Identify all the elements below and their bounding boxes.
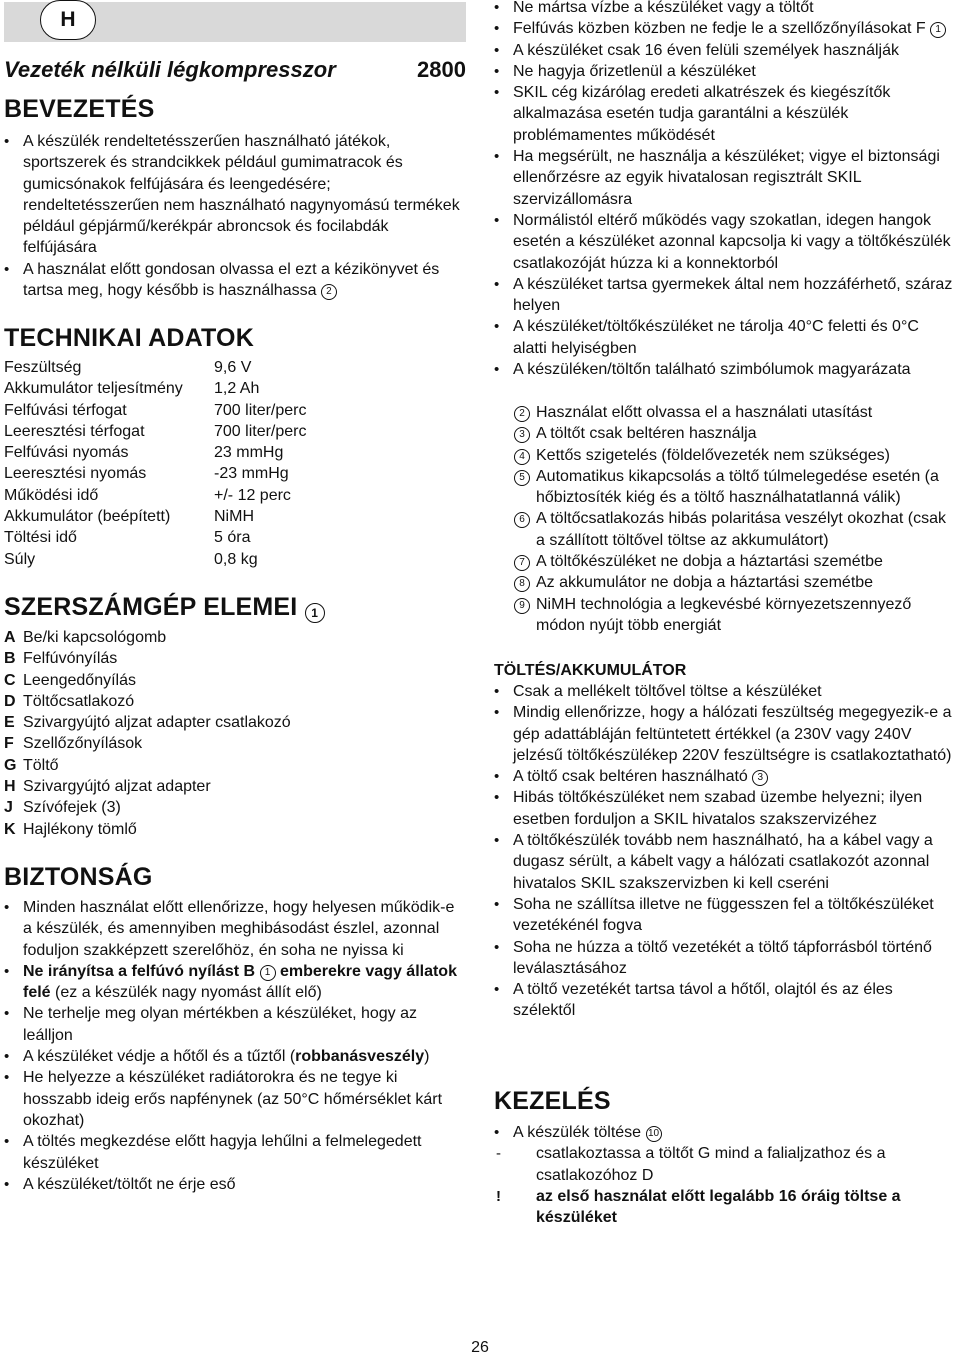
spec-row	[4, 527, 307, 548]
list-item: • Soha ne húzza a töltő vezetékét a töltő tápforrásból történő leválasztásához	[494, 937, 956, 980]
figure-ref: 4	[514, 449, 530, 465]
symbol-text: Használat előtt olvassa el a használati utasítást	[536, 404, 873, 421]
list-item: • A készülék rendeltetésszerűen használható játékok, sportszerek és strandcikkek például gumimatracok és gumicsónakok felfújására és leengedésére; rendeltetésszerűen nem használható nagynyomású termékek például gépjármű/kerékpár abroncsok és focilabdák felfújására	[4, 131, 466, 259]
part-item	[4, 733, 291, 754]
spec-value: 700 liter/perc	[214, 401, 307, 419]
symbol-item	[494, 572, 956, 593]
intro-heading: BEVEZETÉS	[4, 95, 155, 123]
symbol-list	[494, 402, 956, 636]
symbol-item	[494, 445, 956, 466]
figure-ref: 2	[514, 406, 530, 422]
part-label: Szívófejek (3)	[23, 799, 121, 817]
parts-heading: SZERSZÁMGÉP ELEMEI 1	[4, 592, 325, 623]
figure-ref: 8	[514, 576, 530, 592]
symbol-text: NiMH technológia a legkevésbé környezetszennyező módon nyújt több energiát	[536, 595, 912, 634]
figure-ref: 7	[514, 555, 530, 571]
charging-list	[494, 681, 956, 1022]
symbol-text: Automatikus kikapcsolás a töltő túlmelegedése esetén (a hőbiztosíték kiég és a töltő használhatatlanná válik)	[536, 467, 939, 507]
symbol-text: A töltőcsatlakozás hibás polaritása veszélyt okozhat (csak a szállított töltővel töltse az akkumulátort)	[536, 510, 946, 549]
document-title	[4, 56, 466, 84]
list-subitem: - csatlakoztassa a töltőt G mind a falialjzathoz és a csatlakozóhoz D	[494, 1143, 956, 1186]
part-label: Be/ki kapcsológomb	[23, 629, 167, 646]
figure-ref: 9	[514, 598, 530, 614]
list-item: • Felfúvás közben közben ne fedje le a szellőzőnyílásokat F 1	[494, 18, 956, 39]
part-item	[4, 819, 291, 840]
safety-list-continued	[494, 0, 956, 380]
figure-ref: 5	[514, 470, 530, 486]
part-item	[4, 691, 291, 712]
spec-label: Töltési idő	[4, 529, 77, 547]
list-item: • Ne hagyja őrizetlenül a készüléket	[494, 61, 956, 82]
spec-value: 1,2 Ah	[214, 380, 260, 398]
list-item: • Minden használat előtt ellenőrizze, hogy helyesen működik-e a készülék, és amennyiben meghibásodást észlel, azonnal foduljon szakképzett szerelőhöz, én soha ne nyissa ki	[4, 897, 466, 961]
list-item: • Soha ne szállítsa illetve ne függesszen fel a töltőkészüléket vezetékénél fogva	[494, 894, 956, 937]
part-label: Hajlékony tömlő	[23, 820, 137, 838]
list-item: • A készüléket/töltőkészüléket ne tárolja 40°C feletti és 0°C alatti helyiségben	[494, 316, 956, 359]
part-label: Töltő	[23, 756, 59, 774]
spec-label: Súly	[4, 550, 36, 568]
symbol-item	[494, 508, 956, 551]
product-title: Vezeték nélküli légkompresszor	[4, 57, 336, 82]
spec-label: Leeresztési nyomás	[4, 465, 147, 483]
part-key: E	[4, 714, 15, 732]
part-key: A	[4, 629, 16, 646]
symbol-text: A töltőkészüléket ne dobja a háztartási szemétbe	[536, 553, 883, 571]
list-item: • A töltőkészülék tovább nem használható, ha a kábel vagy a dugasz sérült, a kábelt vagy a hálózati csatlakozót azonnal hivatalos SKIL szakszervizben ki kell cseréni	[494, 830, 956, 894]
figure-ref: 3	[514, 427, 530, 443]
spec-row	[4, 442, 307, 463]
spec-value: -23 mmHg	[214, 465, 289, 483]
usage-list	[494, 1122, 956, 1228]
spec-value: +/- 12 perc	[214, 486, 291, 504]
part-item	[4, 712, 291, 733]
list-item: • Mindig ellenőrizze, hogy a hálózati feszültség megegyezik-e a gép adattábláján feltüntetett értékkel (a 230V vagy 240V jelzésű töltőkészülékep 220V feszültségre is csatlakoztatható)	[494, 702, 956, 766]
part-item	[4, 797, 291, 818]
specs-heading: TECHNIKAI ADATOK	[4, 324, 254, 352]
list-item: • A készüléket/töltőt ne érje eső	[4, 1174, 466, 1195]
symbol-item	[494, 423, 956, 444]
spec-row	[4, 357, 307, 378]
spec-row	[4, 463, 307, 484]
part-key: J	[4, 799, 13, 817]
spec-row	[4, 400, 307, 421]
part-item	[4, 627, 291, 648]
warning-note: ! az első használat előtt legalább 16 óráig töltse a készüléket	[494, 1186, 956, 1229]
list-item: • A használat előtt gondosan olvassa el ezt a kézikönyvet és tartsa meg, hogy később is használhassa 2	[4, 259, 466, 302]
model-number: 2800	[417, 57, 466, 82]
spec-row	[4, 378, 307, 399]
part-key: G	[4, 756, 17, 774]
figure-ref: 3	[752, 770, 768, 786]
part-label: Szellőzőnyílások	[23, 735, 143, 753]
list-item: • A töltés megkezdése előtt hagyja lehűlni a felmelegedett készüléket	[4, 1131, 466, 1174]
figure-ref: 1	[930, 22, 946, 38]
list-item: • A töltő vezetékét tartsa távol a hőtől, olajtól és az éles szélektől	[494, 979, 956, 1022]
part-item	[4, 776, 291, 797]
part-key: F	[4, 735, 14, 753]
spec-label: Felfúvási térfogat	[4, 401, 127, 419]
charging-heading: TÖLTÉS/AKKUMULÁTOR	[494, 662, 687, 679]
symbol-item	[494, 402, 956, 423]
list-item: • Ne mártsa vízbe a készüléket vagy a töltőt	[494, 0, 956, 18]
spec-label: Feszültség	[4, 359, 82, 376]
spec-value: 23 mmHg	[214, 444, 284, 462]
figure-ref: 10	[646, 1126, 662, 1142]
spec-value: 700 liter/perc	[214, 422, 307, 440]
list-item: • A készüléket védje a hőtől és a tűztől (robbanásveszély)	[4, 1046, 466, 1067]
spec-row	[4, 421, 307, 442]
part-item	[4, 648, 291, 669]
symbol-text: A töltőt csak beltéren használja	[536, 425, 757, 443]
symbol-text: Kettős szigetelés (földelővezeték nem szükséges)	[536, 446, 890, 464]
spec-value: 5 óra	[214, 529, 251, 547]
list-item: • A készüléket csak 16 éven felüli személyek használják	[494, 40, 956, 61]
list-item: • Ne irányítsa a felfúvó nyílást B 1 emberekre vagy állatok felé (ez a készülék nagy nyomást állít elő)	[4, 961, 466, 1004]
figure-ref: 2	[321, 284, 337, 300]
language-badge: H	[40, 0, 96, 40]
safety-heading: BIZTONSÁG	[4, 863, 153, 891]
intro-list	[4, 131, 466, 301]
usage-heading: KEZELÉS	[494, 1087, 611, 1115]
part-label: Töltőcsatlakozó	[23, 692, 135, 710]
figure-ref: 1	[260, 965, 276, 981]
part-item	[4, 670, 291, 691]
list-item: • Csak a mellékelt töltővel töltse a készüléket	[494, 681, 956, 702]
symbol-item	[494, 594, 956, 637]
safety-list	[4, 897, 466, 1195]
part-item	[4, 755, 291, 776]
spec-label: Működési idő	[4, 486, 99, 504]
list-item: • A készülék töltése 10	[494, 1122, 956, 1143]
symbol-item	[494, 551, 956, 572]
spec-row	[4, 506, 307, 527]
spec-label: Akkumulátor teljesítmény	[4, 380, 183, 398]
specs-table	[4, 357, 307, 570]
parts-list	[4, 627, 291, 840]
part-label: Leengedőnyílás	[23, 671, 136, 689]
page-number: 26	[471, 1339, 489, 1356]
spec-row	[4, 485, 307, 506]
spec-value: NiMH	[214, 508, 254, 526]
part-key: C	[4, 671, 16, 689]
spec-label: Leeresztési térfogat	[4, 422, 145, 440]
spec-label: Akkumulátor (beépített)	[4, 508, 171, 526]
list-item: • He helyezze a készüléket radiátorokra és ne tegye ki hosszabb ideig erős napfénynek (az 50°C hőmérséklet kárt okozhat)	[4, 1067, 466, 1131]
part-key: B	[4, 650, 16, 668]
list-item: • Normálistól eltérő működés vagy szokatlan, idegen hangok esetén a készüléket azonnal kapcsolja ki vagy a töltőkészülék csatlakozóját húzza ki a konnektorból	[494, 210, 956, 274]
figure-ref: 6	[514, 512, 530, 528]
spec-value: 0,8 kg	[214, 550, 258, 568]
figure-ref: 1	[305, 603, 325, 623]
symbol-item	[494, 466, 956, 509]
list-item: • SKIL cég kizárólag eredeti alkatrészek és kiegészítők alkalmazása esetén tudja garantálni a készülék problémamentes működését	[494, 82, 956, 146]
list-item: • A készüléken/töltőn található szimbólumok magyarázata	[494, 359, 956, 380]
part-label: Felfúvónyílás	[23, 650, 118, 668]
spec-row	[4, 549, 307, 570]
list-item: • A töltő csak beltéren használható 3	[494, 766, 956, 787]
symbol-text: Az akkumulátor ne dobja a háztartási szemétbe	[536, 574, 874, 592]
list-item: • Hibás töltőkészüléket nem szabad üzembe helyezni; ilyen esetben forduljon a SKIL hivatalos szakszervizéhez	[494, 787, 956, 830]
list-item: • A készüléket tartsa gyermekek által nem hozzáférhető, száraz helyen	[494, 274, 956, 317]
list-item: • Ne terhelje meg olyan mértékben a készüléket, hogy az leálljon	[4, 1003, 466, 1046]
part-key: D	[4, 692, 16, 710]
part-label: Szivargyújtó aljzat adapter	[23, 778, 211, 796]
list-item: • Ha megsérült, ne használja a készüléket; vigye el biztonsági ellenőrzésre az egyik hivatalosan regisztrált SKIL szervizállomásra	[494, 146, 956, 210]
spec-value: 9,6 V	[214, 359, 252, 376]
part-key: H	[4, 778, 16, 796]
part-key: K	[4, 820, 16, 838]
part-label: Szivargyújtó aljzat adapter csatlakozó	[23, 714, 291, 732]
spec-label: Felfúvási nyomás	[4, 444, 129, 462]
